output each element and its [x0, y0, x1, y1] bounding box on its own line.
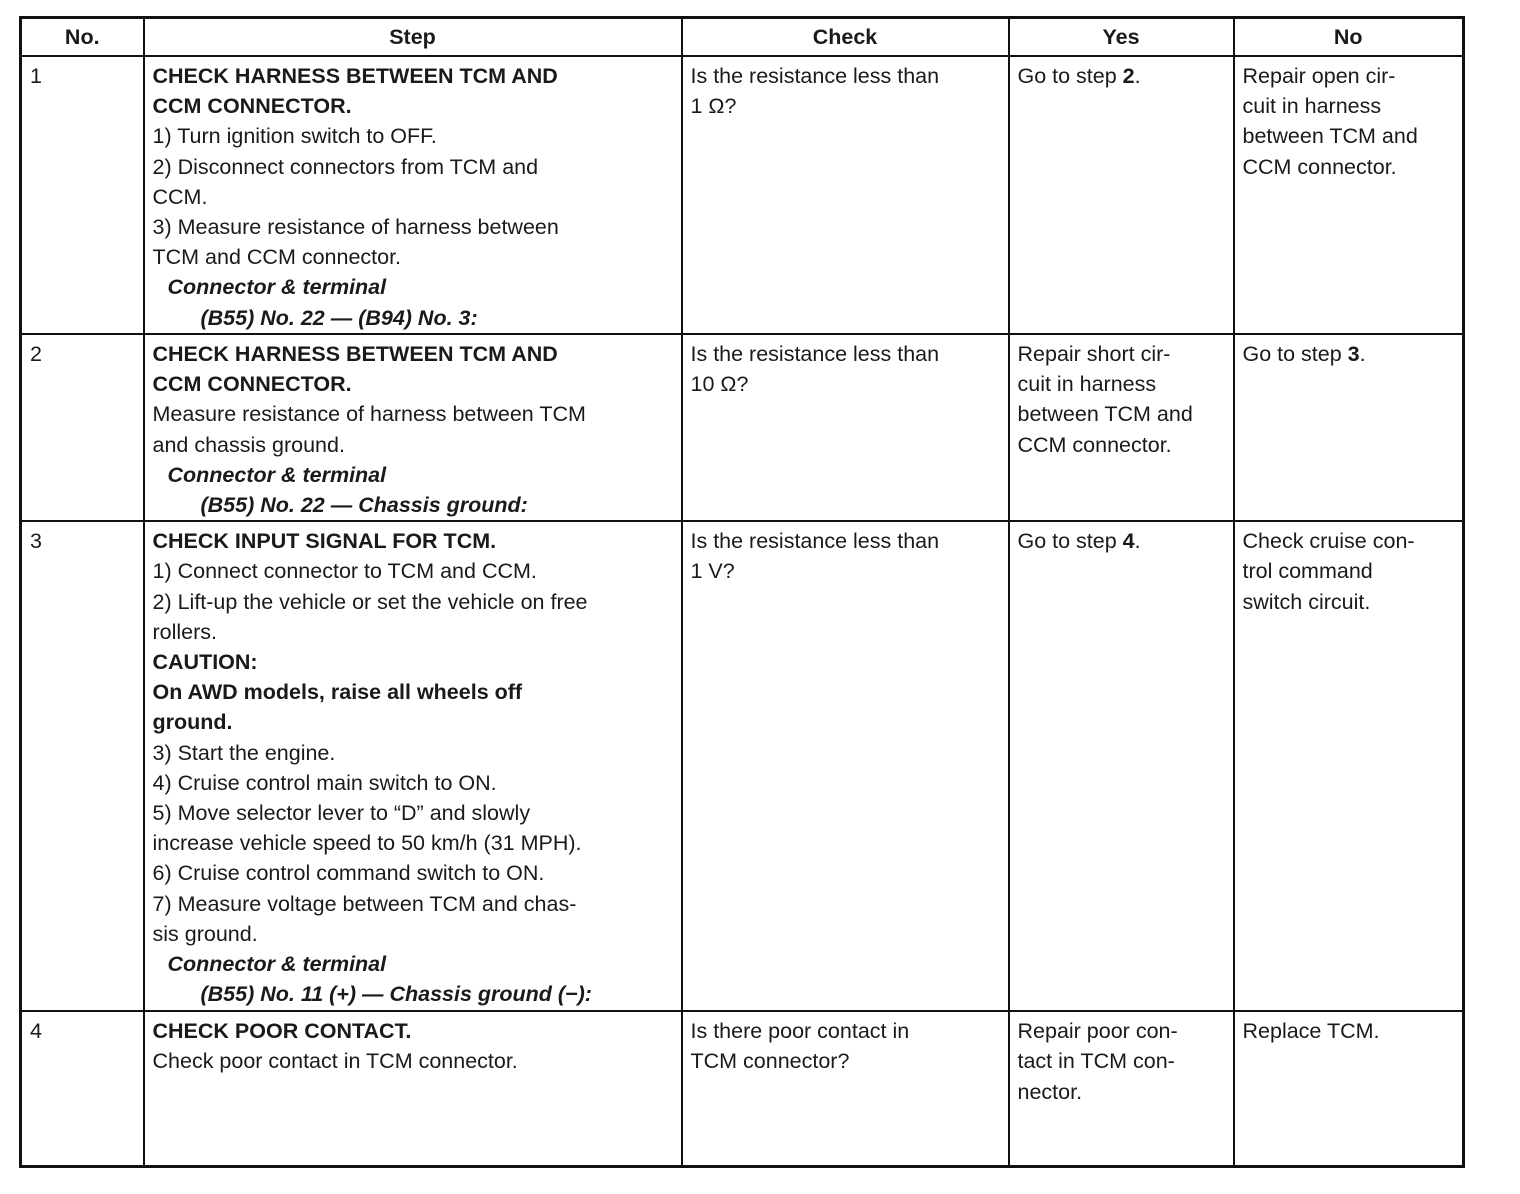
step-instruction: Check poor contact in TCM connector.	[152, 1049, 518, 1074]
yes-cell	[1009, 334, 1234, 521]
step-title: CHECK HARNESS BETWEEN TCM AND	[152, 342, 558, 366]
yes-text: CCM connector.	[1017, 432, 1172, 457]
header-step: Step	[144, 18, 682, 57]
check-text: Is there poor contact in	[690, 1019, 910, 1044]
check-cell	[682, 334, 1009, 521]
connector-label: Connector & terminal	[167, 275, 387, 300]
header-no-col: No	[1234, 18, 1464, 57]
step-instruction: 7) Measure voltage between TCM and chas-	[152, 891, 577, 916]
step-title: CHECK POOR CONTACT.	[152, 1019, 412, 1044]
step-number: 1	[21, 56, 144, 334]
header-row	[21, 18, 1464, 57]
step-cell	[144, 56, 682, 334]
check-cell	[682, 56, 1009, 334]
no-text: Repair open cir-	[1242, 64, 1396, 88]
yes-text: tact in TCM con-	[1017, 1049, 1175, 1074]
check-text: 1 V?	[690, 559, 735, 584]
no-text: Replace TCM.	[1242, 1019, 1380, 1044]
diagnostic-table	[19, 16, 1465, 1168]
step-instruction: Measure resistance of harness between TCM	[152, 402, 586, 427]
no-text: CCM connector.	[1242, 154, 1397, 179]
table-row	[21, 521, 1464, 1011]
step-number: 3	[21, 521, 144, 1011]
no-text: Check cruise con-	[1242, 529, 1415, 554]
yes-cell	[1009, 56, 1234, 334]
step-cell	[144, 1011, 682, 1166]
check-text: Is the resistance less than	[690, 529, 940, 554]
yes-text: Repair poor con-	[1017, 1019, 1178, 1044]
connector-terminal: (B55) No. 22 — Chassis ground:	[200, 493, 528, 518]
check-text: Is the resistance less than	[690, 342, 940, 366]
no-text: cuit in harness	[1242, 94, 1382, 119]
step-cell	[144, 521, 682, 1011]
step-number: 2	[21, 334, 144, 521]
step-instruction: 4) Cruise control main switch to ON.	[152, 770, 497, 795]
caution-label: CAUTION:	[152, 650, 258, 675]
step-instruction: TCM and CCM connector.	[152, 245, 402, 270]
table-row	[21, 334, 1464, 521]
yes-text: between TCM and	[1017, 402, 1193, 427]
step-instruction: and chassis ground.	[152, 432, 345, 457]
step-instruction: 2) Lift-up the vehicle or set the vehicle on free	[152, 589, 588, 614]
header-yes: Yes	[1009, 18, 1234, 57]
caution-text: On AWD models, raise all wheels off	[152, 680, 523, 705]
step-instruction: 2) Disconnect connectors from TCM and	[152, 154, 539, 179]
step-title: CCM CONNECTOR.	[152, 94, 352, 119]
yes-punct: .	[1134, 529, 1141, 554]
yes-cell	[1009, 521, 1234, 1011]
step-number: 4	[21, 1011, 144, 1166]
connector-label: Connector & terminal	[167, 462, 387, 487]
caution-text: ground.	[152, 710, 233, 735]
no-cell	[1234, 1011, 1464, 1166]
step-instruction: 1) Turn ignition switch to OFF.	[152, 124, 437, 149]
connector-label: Connector & terminal	[167, 952, 387, 977]
check-text: 1 Ω?	[690, 94, 737, 119]
check-text: Is the resistance less than	[690, 64, 940, 88]
yes-text: Go to step	[1017, 529, 1123, 554]
yes-text: nector.	[1017, 1079, 1083, 1104]
header-check: Check	[682, 18, 1009, 57]
no-punct: .	[1359, 342, 1366, 366]
no-text: Go to step	[1242, 342, 1348, 366]
step-instruction: 5) Move selector lever to “D” and slowly	[152, 801, 531, 826]
yes-text: cuit in harness	[1017, 372, 1157, 397]
step-cell	[144, 334, 682, 521]
step-instruction: increase vehicle speed to 50 km/h (31 MPH).	[152, 831, 582, 856]
step-title: CHECK INPUT SIGNAL FOR TCM.	[152, 529, 497, 554]
step-title: CCM CONNECTOR.	[152, 372, 352, 397]
step-ref: 2	[1122, 64, 1135, 88]
no-text: between TCM and	[1242, 124, 1418, 149]
table-row	[21, 56, 1464, 334]
no-cell	[1234, 521, 1464, 1011]
connector-terminal: (B55) No. 11 (+) — Chassis ground (−):	[200, 982, 592, 1007]
check-text: 10 Ω?	[690, 372, 749, 397]
yes-text: Repair short cir-	[1017, 342, 1171, 366]
step-instruction: CCM.	[152, 184, 208, 209]
step-instruction: 6) Cruise control command switch to ON.	[152, 861, 545, 886]
connector-terminal: (B55) No. 22 — (B94) No. 3:	[200, 305, 478, 330]
yes-text: Go to step	[1017, 64, 1123, 88]
no-text: switch circuit.	[1242, 589, 1371, 614]
check-cell	[682, 521, 1009, 1011]
step-title: CHECK HARNESS BETWEEN TCM AND	[152, 64, 558, 88]
step-instruction: 3) Measure resistance of harness between	[152, 215, 559, 240]
step-instruction: sis ground.	[152, 921, 258, 946]
check-cell	[682, 1011, 1009, 1166]
no-text: trol command	[1242, 559, 1373, 584]
step-ref: 4	[1122, 529, 1135, 554]
table-row	[21, 1011, 1464, 1166]
no-cell	[1234, 334, 1464, 521]
step-instruction: 1) Connect connector to TCM and CCM.	[152, 559, 537, 584]
check-text: TCM connector?	[690, 1049, 850, 1074]
yes-punct: .	[1134, 64, 1141, 88]
header-no: No.	[21, 18, 144, 57]
step-instruction: rollers.	[152, 619, 218, 644]
yes-cell	[1009, 1011, 1234, 1166]
step-instruction: 3) Start the engine.	[152, 740, 336, 765]
step-ref: 3	[1347, 342, 1360, 366]
no-cell	[1234, 56, 1464, 334]
